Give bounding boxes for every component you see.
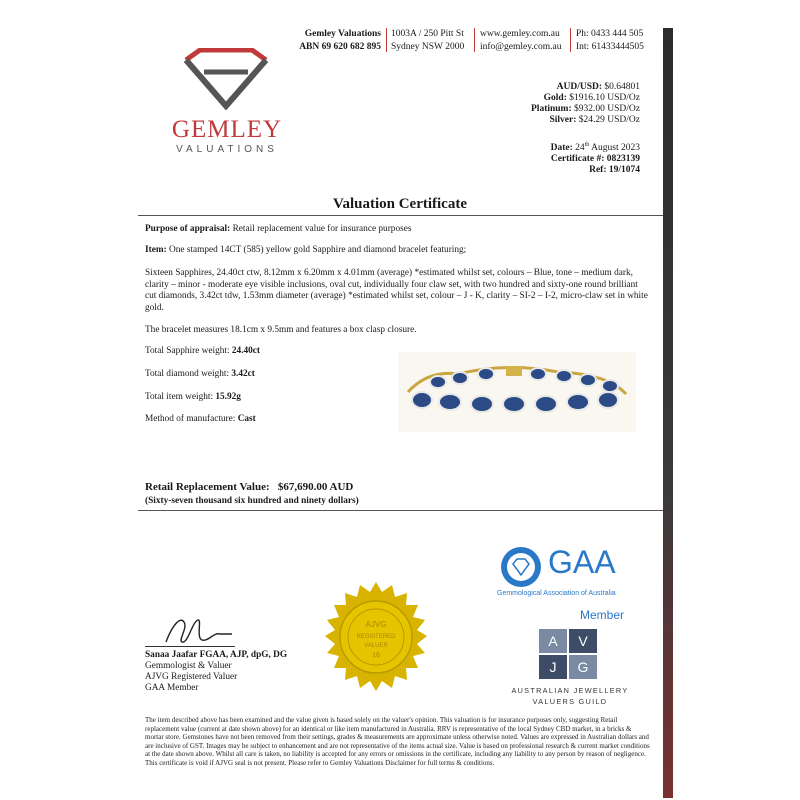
gaa-emblem-icon: [500, 546, 542, 588]
ajvg-letter-v: V: [569, 629, 597, 653]
metal-rates: [531, 82, 640, 126]
email-link[interactable]: info@gemley.com.au: [480, 41, 562, 52]
certificate-meta: [551, 140, 640, 176]
valuer-block: [145, 650, 287, 694]
silver-label: Silver:: [549, 115, 577, 125]
title-divider: [138, 215, 663, 216]
cert-label: Certificate #:: [550, 154, 605, 165]
header-divider: [474, 28, 475, 52]
ajvg-line-2: VALUERS GUILD: [532, 697, 608, 706]
svg-text:16: 16: [372, 652, 380, 659]
gaa-full-name: Gemmological Association of Australia: [497, 590, 616, 597]
item-weight-value: 15.92g: [215, 392, 241, 402]
diamond-weight-value: 3.42ct: [231, 369, 255, 379]
date-suffix: th: [584, 142, 590, 148]
diamond-weight-label: Total diamond weight:: [145, 369, 230, 379]
company-name: Gemley Valuations: [304, 29, 381, 39]
gaa-member-label: Member: [580, 608, 625, 622]
ajvg-letter-a: A: [539, 629, 567, 653]
cert-number: 0823139: [606, 154, 640, 165]
rrv-words: (Sixty-seven thousand six hundred and ninety dollars): [145, 496, 359, 506]
company-block: [297, 28, 381, 53]
company-abn: ABN 69 620 682 895: [299, 41, 381, 52]
address-line-1: 1003A / 250 Pitt St: [391, 29, 464, 39]
measurements-line: The bracelet measures 18.1cm x 9.5mm and features a box clasp closure.: [145, 325, 417, 335]
svg-text:AJVG: AJVG: [365, 620, 387, 629]
signature: [158, 612, 238, 648]
item-text: One stamped 14CT (585) yellow gold Sapphire and diamond bracelet featuring;: [169, 245, 467, 255]
purpose-text: Retail replacement value for insurance purposes: [232, 224, 412, 234]
header-divider: [386, 28, 387, 52]
right-edge-bar: [663, 28, 673, 798]
signature-line: [145, 646, 235, 647]
ajvg-caption: [508, 685, 632, 707]
gem-logo-icon: [176, 48, 276, 110]
valuer-title: Gemmologist & Valuer: [145, 661, 232, 671]
rrv-line: [145, 481, 353, 493]
ajvg-logo: [539, 629, 599, 681]
ref-number: 19/1074: [608, 165, 640, 176]
address-block: [391, 28, 464, 53]
bracelet-photo: [398, 352, 636, 432]
item-weight-label: Total item weight:: [145, 392, 214, 402]
silver-value: $24.29 USD/Oz: [578, 115, 640, 125]
disclaimer-text: The item described above has been examined and the value given is based solely on the valuer's opinion. This valuation is for insurance purposes only, suggesting Retail replacement value (current at date shown above) for an identical or like item manufactured in Australia. RRV is representative of the local Sydney CBD market, in a bricks & mortar store. Gemstones have not been removed from their settings, grades & measurements are approximate unless otherwise noted. Values are expressed in Australian dollars and are inclusive of GST. Images may be subject to enhancement and are not representative of the items actual size. Value is based on professional research & current market conditions at the date shown above. Whilst all care is taken, no liability is accepted for any errors or omissions in the certificate, including any liability to any person by reason of negligence. This certificate is void if AJVG seal is not present. Please refer to Gemley Valuations Disclaimer for full terms & conditions.: [145, 716, 650, 767]
valuer-name: Sanaa Jaafar FGAA, AJP, dpG, DG: [145, 650, 288, 660]
platinum-label: Platinum:: [531, 104, 572, 114]
item-line: [145, 245, 650, 257]
aud-usd-value: $0.64801: [604, 82, 640, 92]
valuer-registration: AJVG Registered Valuer: [145, 672, 238, 682]
web-block: [480, 28, 561, 53]
date-label: Date:: [550, 143, 573, 154]
intl-phone-number: Int: 61433444505: [576, 41, 644, 52]
method-value: Cast: [237, 414, 256, 424]
ajvg-seal: [316, 580, 436, 700]
platinum-value: $932.00 USD/Oz: [574, 104, 640, 114]
svg-text:REGISTERED: REGISTERED: [356, 634, 396, 640]
ajvg-letter-g: G: [569, 655, 597, 679]
logo-wordmark: GEMLEY: [171, 116, 283, 143]
rrv-label: Retail Replacement Value:: [145, 481, 270, 493]
gold-value: $1916.10 USD/Oz: [569, 93, 640, 103]
valuer-membership: GAA Member: [145, 683, 199, 693]
gold-label: Gold:: [543, 93, 567, 103]
gaa-acronym: GAA: [548, 544, 616, 580]
method-label: Method of manufacture:: [145, 414, 236, 424]
ajvg-letter-j: J: [539, 655, 567, 679]
date-day: 24: [575, 143, 585, 154]
address-line-2: Sydney NSW 2000: [391, 41, 465, 52]
purpose-line: [145, 224, 650, 236]
logo-subtitle: VALUATIONS: [176, 144, 278, 155]
sapphire-weight-label: Total Sapphire weight:: [145, 346, 230, 356]
rrv-value: $67,690.00 AUD: [277, 481, 354, 493]
page-title: Valuation Certificate: [332, 196, 467, 212]
ref-label: Ref:: [589, 165, 607, 176]
ajvg-line-1: AUSTRALIAN JEWELLERY: [511, 686, 629, 695]
item-description: Sixteen Sapphires, 24.40ct ctw, 8.12mm x 6.20mm x 4.01mm (average) *estimated whilst set, colours – Blue, tone – medium dark, clarity – minor - moderate eye visible inclusions, oval cut, individually four claw set, with two hundred and sixty-one round brilliant cut diamonds, 3.42ct tdw, 1.53mm diameter (average) *estimated whilst set, colour – J - K, clarity – SI-2 – I-2, micro-claw set in white gold.: [145, 268, 648, 313]
header-divider: [570, 28, 571, 52]
purpose-label: Purpose of appraisal:: [145, 224, 231, 234]
date-rest: August 2023: [591, 143, 640, 154]
phone-number: Ph: 0433 444 505: [576, 29, 644, 39]
gemley-logo: [171, 48, 283, 158]
svg-text:VALUER: VALUER: [364, 643, 388, 649]
aud-usd-label: AUD/USD:: [556, 82, 602, 92]
item-label: Item:: [145, 245, 167, 255]
phone-block: [576, 28, 644, 53]
rrv-divider: [138, 510, 663, 511]
website-link[interactable]: www.gemley.com.au: [480, 29, 560, 39]
sapphire-weight-value: 24.40ct: [231, 346, 261, 356]
